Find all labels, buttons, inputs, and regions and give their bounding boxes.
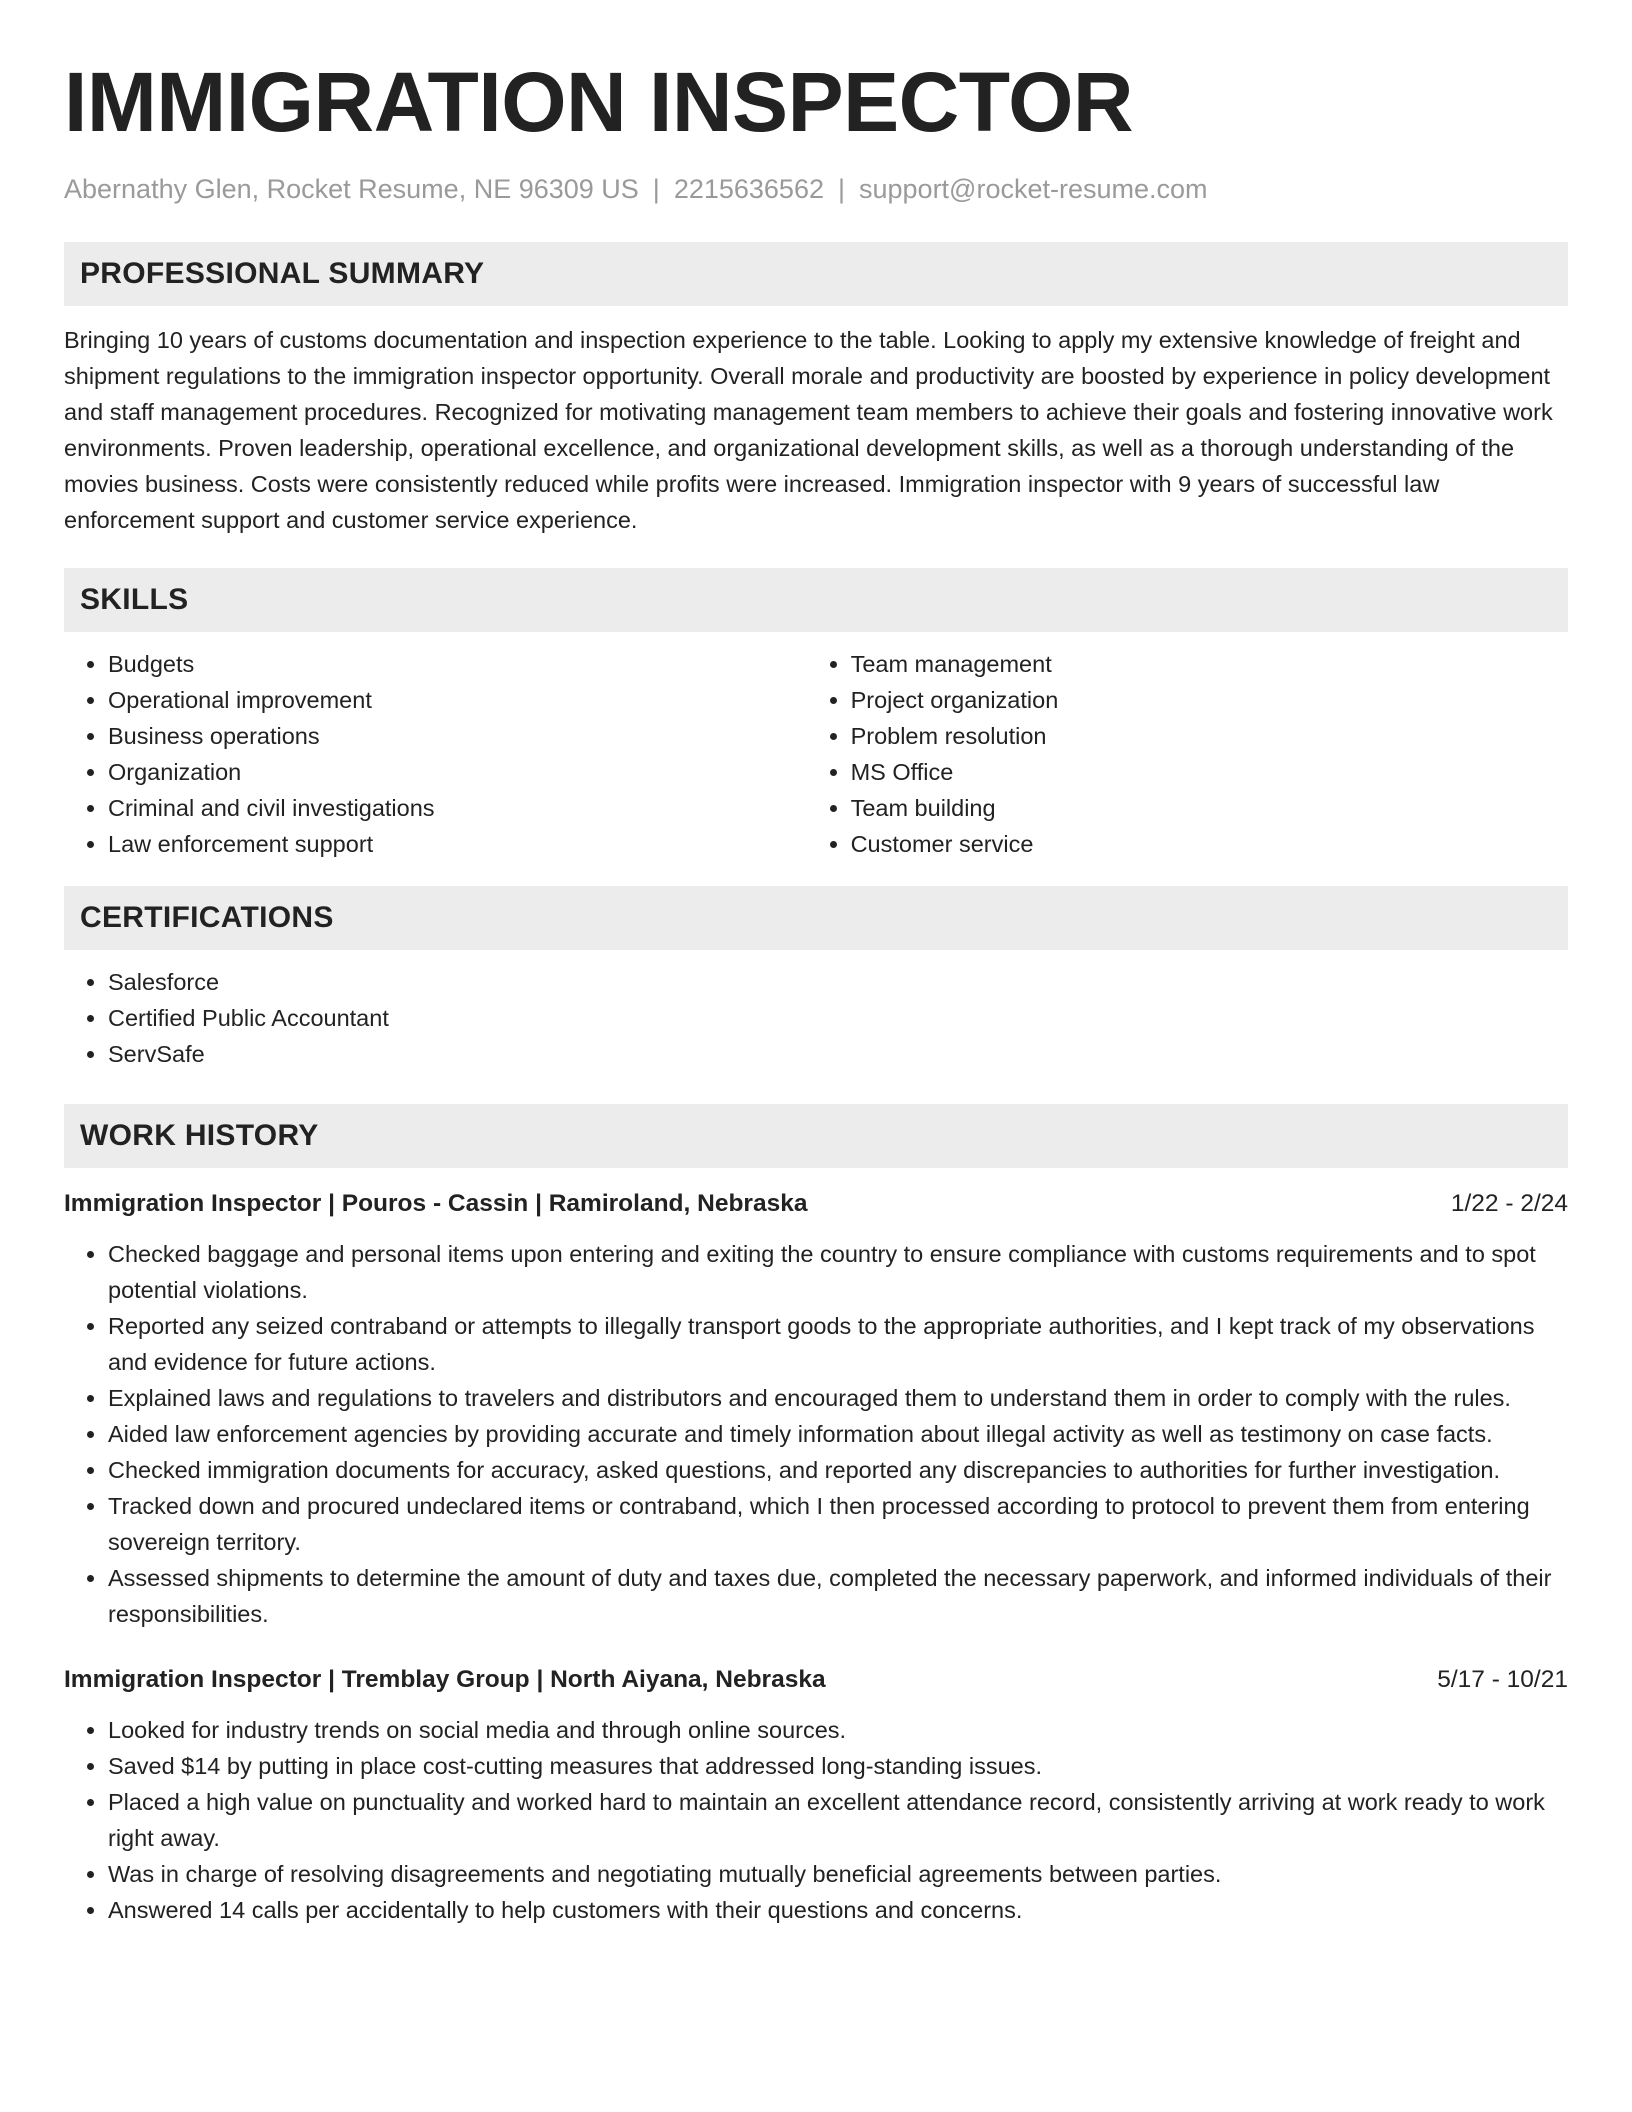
job-duty-item: • Was in charge of resolving disagreements and negotiating mutually beneficial agreements between parties. (108, 1856, 1568, 1892)
job-duty-item: • Tracked down and procured undeclared items or contraband, which I then processed according to protocol to prevent them from entering sovereign territory. (108, 1488, 1568, 1560)
skill-item: • Team management (851, 646, 1568, 682)
job-duty-item: • Reported any seized contraband or attempts to illegally transport goods to the appropriate authorities, and I kept track of my observations and evidence for future actions. (108, 1308, 1568, 1380)
job-duty-item: • Checked baggage and personal items upon entering and exiting the country to ensure compliance with customs requirements and to spot potential violations. (108, 1236, 1568, 1308)
skill-item: • Customer service (851, 826, 1568, 862)
skills-list-right (807, 646, 1568, 862)
skills-list-left (64, 646, 807, 862)
skill-item: • Business operations (108, 718, 807, 754)
contact-separator: | (652, 174, 660, 204)
job-duty-item: • Answered 14 calls per accidentally to help customers with their questions and concerns. (108, 1892, 1568, 1928)
skill-item: • Budgets (108, 646, 807, 682)
skill-item: • MS Office (851, 754, 1568, 790)
skill-item: • Law enforcement support (108, 826, 807, 862)
job-title: Immigration Inspector | Pouros - Cassin | Ramiroland, Nebraska (64, 1190, 808, 1217)
candidate-name: IMMIGRATION INSPECTOR (64, 55, 1134, 149)
skill-item: • Team building (851, 790, 1568, 826)
skill-item: • Organization (108, 754, 807, 790)
job-dates: 5/17 - 10/21 (1437, 1666, 1568, 1693)
section-heading-work-history: WORK HISTORY (64, 1104, 1568, 1168)
job-duty-item: • Aided law enforcement agencies by providing accurate and timely information about illegal activity as well as testimony on case facts. (108, 1416, 1568, 1452)
skill-item: • Problem resolution (851, 718, 1568, 754)
job-duty-item: • Saved $14 by putting in place cost-cutting measures that addressed long-standing issues. (108, 1748, 1568, 1784)
job-duty-item: • Checked immigration documents for accuracy, asked questions, and reported any discrepancies to authorities for further investigation. (108, 1452, 1568, 1488)
job-duty-item: • Explained laws and regulations to travelers and distributors and encouraged them to understand them in order to comply with the rules. (108, 1380, 1568, 1416)
job-dates: 1/22 - 2/24 (1450, 1190, 1568, 1217)
job-duty-item: • Placed a high value on punctuality and worked hard to maintain an excellent attendance record, consistently arriving at work ready to work right away. (108, 1784, 1568, 1856)
contact-email: support@rocket-resume.com (859, 174, 1208, 204)
contact-address: Abernathy Glen, Rocket Resume, NE 96309 US (64, 174, 639, 204)
certification-item: • Certified Public Accountant (108, 1000, 1568, 1036)
contact-separator: | (837, 174, 845, 204)
job-header (64, 1662, 1568, 1698)
skill-item: • Project organization (851, 682, 1568, 718)
section-heading-summary: PROFESSIONAL SUMMARY (64, 242, 1568, 306)
contact-phone: 2215636562 (673, 174, 824, 204)
job-header (64, 1186, 1568, 1222)
certifications-list (64, 964, 1568, 1072)
job-duties-list (64, 1236, 1568, 1632)
job-duty-item: • Looked for industry trends on social media and through online sources. (108, 1712, 1568, 1748)
job-duty-item: • Assessed shipments to determine the amount of duty and taxes due, completed the necessary paperwork, and informed individuals of their responsibilities. (108, 1560, 1568, 1632)
job-title: Immigration Inspector | Tremblay Group | North Aiyana, Nebraska (64, 1666, 826, 1693)
section-heading-skills: SKILLS (64, 568, 1568, 632)
skills-grid (64, 632, 1568, 862)
job-duties-list (64, 1712, 1568, 1928)
certification-item: • ServSafe (108, 1036, 1568, 1072)
certification-item: • Salesforce (108, 964, 1568, 1000)
skill-item: • Operational improvement (108, 682, 807, 718)
skill-item: • Criminal and civil investigations (108, 790, 807, 826)
summary-text: Bringing 10 years of customs documentation and inspection experience to the table. Looking to apply my extensive knowledge of freight and shipment regulations to the immigration inspector opportunity. Overall morale and productivity are boosted by experience in policy development and staff management procedures. Recognized for motivating management team members to achieve their goals and fostering innovative work environments. Proven leadership, operational excellence, and organizational development skills, as well as a thorough understanding of the movies business. Costs were consistently reduced while profits were increased. Immigration inspector with 9 years of successful law enforcement support and customer service experience. (64, 327, 1553, 533)
section-heading-certifications: CERTIFICATIONS (64, 886, 1568, 950)
contact-line (64, 172, 1568, 206)
